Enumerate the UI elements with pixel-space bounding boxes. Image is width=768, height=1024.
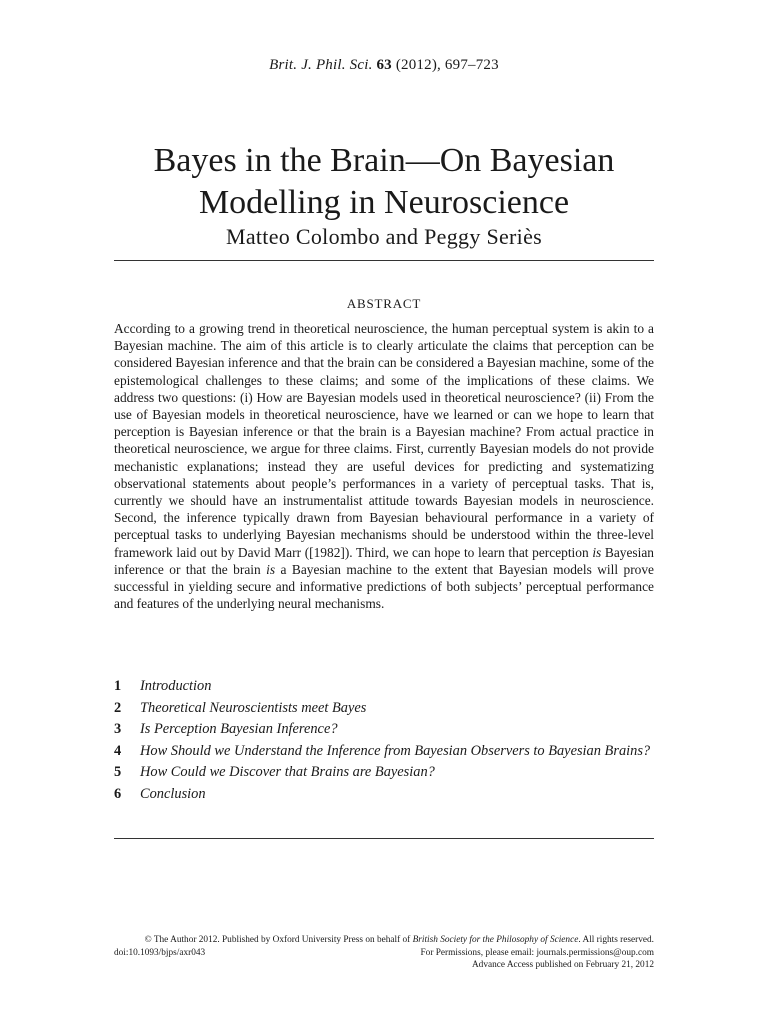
journal-volume: 63 [376,57,392,73]
journal-abbrev: Brit. J. Phil. Sci. [269,57,373,73]
title-divider [114,260,654,261]
doi: doi:10.1093/bjps/axr043 [114,947,206,958]
title-line-2: Modelling in Neuroscience [198,184,570,221]
society-name: British Society for the Philosophy of Science [412,935,579,945]
abstract-emphasis-1: is [592,544,602,560]
toc-item [114,741,654,763]
toc-item-title: Conclusion [140,785,206,802]
title-line-1: Bayes in the Brain—On Bayesian [153,142,615,179]
toc-item [114,698,654,720]
toc-item [114,762,654,784]
permissions-notice: For Permissions, please email: journals.permissions@oup.com [420,947,654,958]
toc-item [114,676,654,698]
abstract-body [114,320,654,612]
copyright-suffix: . All rights reserved. [578,935,654,945]
abstract-text-part-3: a Bayesian machine to the extent that Bayesian models will prove successful in yielding secure and informative predictions of both subjects’ perceptual performance and features of the underlying neural mechanisms. [114,561,654,612]
toc-item-number: 3 [114,721,122,738]
toc-item-number: 6 [114,785,122,802]
toc-item-title: Theoretical Neuroscientists meet Bayes [140,699,367,716]
journal-citation [114,57,654,74]
doi-row [114,947,654,960]
journal-year-pages: (2012), 697–723 [391,57,499,73]
footer [114,934,654,972]
abstract-text-part-1: According to a growing trend in theoretical neuroscience, the human perceptual system is akin to a Bayesian machine. The aim of this article is to clearly articulate the claims that perception can be considered Bayesian inference and that the brain can be considered a Bayesian machine, some of the epistemological challenges to these claims; and some of the implications of these claims. We address two questions: (i) How are Bayesian models used in theoretical neuroscience? (ii) From the use of Bayesian models in theoretical neuroscience, have we learned or can we hope to learn that perception is Bayesian inference or that the brain is a Bayesian machine? From actual practice in theoretical neuroscience, we argue for three claims. First, currently Bayesian models do not provide mechanistic explanations; instead they are useful devices for predicting and systematizing observational statements about people’s performances in a variety of perceptual tasks. That is, currently we should have an instrumentalist attitude towards Bayesian models in neuroscience. Second, the inference typically drawn from Bayesian behavioural performance in a variety of perceptual tasks to underlying Bayesian mechanisms should be understood within the three-level framework laid out by David Marr ([1982]). Third, we can hope to learn that perception [114,321,654,560]
toc-item-title: How Could we Discover that Brains are Bayesian? [140,764,435,781]
abstract-heading: ABSTRACT [346,296,422,311]
abstract-emphasis-2: is [266,561,276,577]
toc-item-title: How Should we Understand the Inference from Bayesian Observers to Bayesian Brains? [140,742,651,759]
toc-item [114,784,654,806]
paper-authors: Matteo Colombo and Peggy Seriès [225,224,543,249]
copyright-prefix: © The Author 2012. Published by Oxford University Press on behalf of [144,935,413,945]
toc-item-number: 2 [114,699,122,716]
copyright-line [114,934,654,947]
abstract-text-part-2: Bayesian inference or that the brain [114,544,654,577]
advance-access-date: Advance Access published on February 21, 2012 [471,960,654,970]
toc-item-title: Is Perception Bayesian Inference? [140,721,338,738]
toc-item-number: 1 [114,678,122,694]
toc-item-title: Introduction [140,678,212,694]
toc-item [114,719,654,741]
toc-item-number: 5 [114,764,122,781]
table-of-contents [114,676,654,806]
paper-title [114,140,654,224]
toc-item-number: 4 [114,742,122,759]
toc-divider [114,838,654,839]
